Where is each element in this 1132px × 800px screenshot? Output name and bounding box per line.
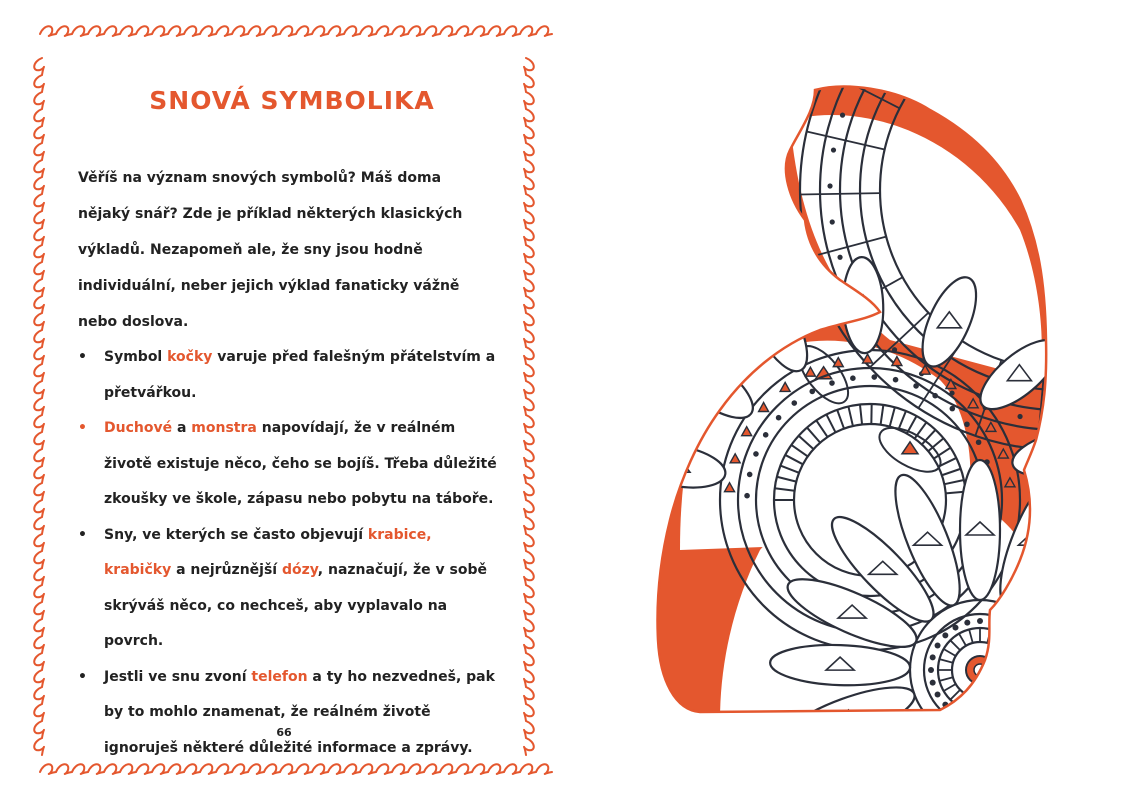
list-item-text: Sny, ve kterých se často objevují (104, 526, 368, 543)
list-item-text: Jestli ve snu zvoní (104, 668, 252, 685)
list-item-text: a (172, 420, 192, 436)
list-item (78, 518, 498, 660)
list-item-text: Symbol (104, 349, 168, 365)
intro-paragraph: Věříš na význam snových symbolů? Máš doma nějaký snář? Zde je příklad některých klasických výkladů. Nezapomeň ale, že sny jsou hodně individuální, neber jejich výklad fanaticky vážně nebo doslova. (78, 170, 463, 330)
bullet-dot-icon: • (78, 349, 87, 365)
highlighted-term: krabice, krabičky (104, 526, 432, 578)
list-item-text: napovídají, že v reálném životě existuje něco, čeho se bojíš. Třeba důležité zkoušky ve škole, zápasu nebo pobytu na táboře. (104, 420, 497, 507)
list-item-text: a ty ho nezvedneš, pak by to mohlo znamenat, že reálném životě ignoruješ některé důležité informace a zprávy. (104, 668, 495, 756)
bullet-dot-icon: • (78, 668, 87, 685)
dream-symbols-list (78, 340, 498, 766)
highlighted-term: Duchové (104, 420, 173, 436)
list-item-text: varuje před falešným přátelstvím a přetvářkou. (104, 349, 496, 401)
highlighted-term: kočky (167, 349, 213, 365)
list-item-text: a nejrůznější (171, 562, 282, 578)
list-item (78, 340, 498, 411)
page-title: SNOVÁ SYMBOLIKA (149, 86, 435, 115)
list-item-text: , naznačují, že v sobě skrýváš něco, co nechceš, aby vyplavalo na povrch. (104, 562, 488, 649)
bullet-dot-icon: • (78, 526, 87, 543)
list-item (78, 660, 498, 767)
highlighted-term: telefon (251, 668, 308, 685)
highlighted-term: monstra (191, 420, 257, 436)
bullet-dot-icon: • (78, 420, 87, 436)
highlighted-term: dózy (281, 562, 318, 578)
page-number: 66 (276, 726, 292, 739)
list-item (78, 411, 498, 518)
cat-silhouette-mandala-icon (640, 80, 1070, 730)
